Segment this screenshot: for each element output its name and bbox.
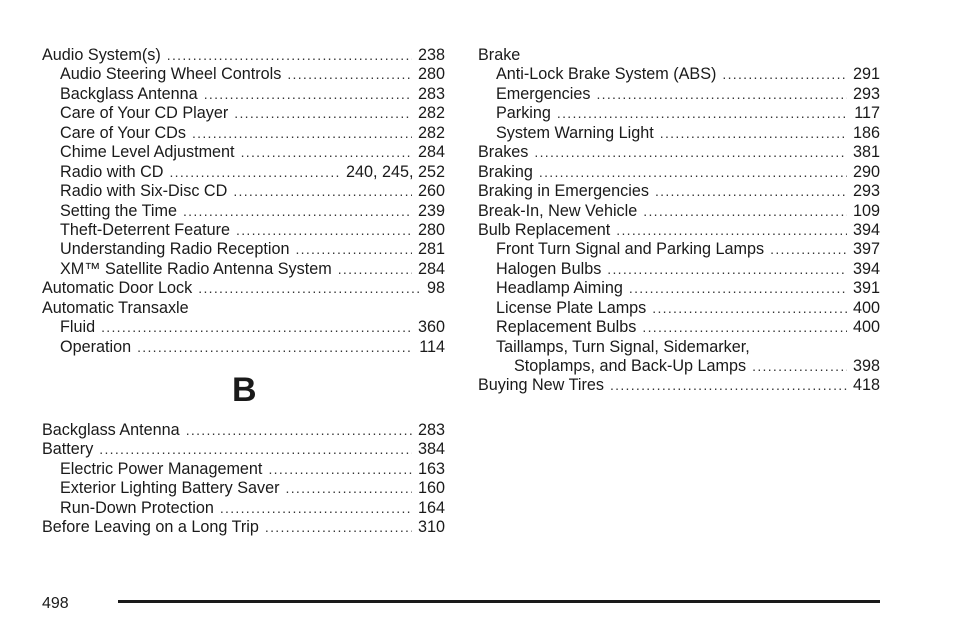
index-page-ref: 280 bbox=[417, 65, 445, 84]
index-entry bbox=[42, 279, 445, 298]
index-list-b bbox=[42, 421, 445, 538]
index-page-ref: 238 bbox=[417, 46, 445, 64]
index-page-ref: 391 bbox=[852, 279, 880, 298]
dot-leader bbox=[234, 104, 412, 123]
index-page-ref: 284 bbox=[417, 259, 445, 278]
index-entry bbox=[478, 357, 880, 376]
index-term: Backglass Antenna bbox=[60, 84, 198, 103]
index-term: Operation bbox=[60, 337, 132, 356]
dot-leader bbox=[236, 221, 412, 240]
index-entry bbox=[478, 260, 880, 279]
index-page-ref: 310 bbox=[417, 518, 445, 537]
dot-leader bbox=[629, 279, 847, 298]
index-term: Anti-Lock Brake System (ABS) bbox=[496, 65, 717, 84]
dot-leader bbox=[295, 240, 412, 259]
index-term: Braking bbox=[478, 162, 533, 181]
index-page-ref: 117 bbox=[854, 104, 880, 123]
index-page-ref: 384 bbox=[417, 440, 445, 459]
dot-leader bbox=[338, 260, 412, 279]
dot-leader bbox=[643, 202, 847, 221]
dot-leader bbox=[610, 376, 847, 395]
index-page-ref: 400 bbox=[852, 318, 880, 337]
index-page-ref: 186 bbox=[852, 123, 880, 142]
index-entry bbox=[478, 143, 880, 162]
index-entry bbox=[42, 221, 445, 240]
dot-leader bbox=[137, 338, 413, 357]
index-term: Braking in Emergencies bbox=[478, 182, 649, 201]
index-term: Understanding Radio Reception bbox=[60, 240, 290, 259]
index-page-ref: 109 bbox=[852, 201, 880, 220]
index-term: Headlamp Aiming bbox=[496, 279, 623, 298]
dot-leader bbox=[722, 65, 847, 84]
index-entry bbox=[478, 202, 880, 221]
index-entry bbox=[42, 479, 445, 498]
index-term: Taillamps, Turn Signal, Sidemarker, bbox=[496, 337, 750, 356]
index-entry bbox=[42, 260, 445, 279]
index-page-ref: 283 bbox=[417, 84, 445, 103]
dot-leader bbox=[183, 202, 412, 221]
index-term: Chime Level Adjustment bbox=[60, 143, 235, 162]
dot-leader bbox=[596, 85, 847, 104]
index-page-ref: 281 bbox=[417, 240, 445, 259]
index-term: Care of Your CD Player bbox=[60, 104, 229, 123]
index-term: Backglass Antenna bbox=[42, 421, 180, 439]
index-entry bbox=[478, 279, 880, 298]
index-list-brake bbox=[478, 46, 880, 396]
index-term: Brakes bbox=[478, 143, 529, 162]
index-entry bbox=[478, 376, 880, 395]
index-entry bbox=[42, 518, 445, 537]
dot-leader bbox=[220, 499, 412, 518]
index-term: Radio with CD bbox=[60, 162, 164, 181]
index-entry bbox=[42, 202, 445, 221]
right-index-column bbox=[478, 46, 880, 396]
index-entry bbox=[42, 499, 445, 518]
index-term: Setting the Time bbox=[60, 201, 177, 220]
index-term: Battery bbox=[42, 440, 94, 459]
index-page-ref: 260 bbox=[417, 182, 445, 201]
index-entry bbox=[478, 338, 880, 357]
index-term: Electric Power Management bbox=[60, 459, 263, 478]
index-entry bbox=[478, 104, 880, 123]
index-page-ref: 397 bbox=[852, 240, 880, 259]
index-entry bbox=[478, 46, 880, 65]
index-entry bbox=[42, 124, 445, 143]
index-term: Break-In, New Vehicle bbox=[478, 201, 638, 220]
index-page-ref: 360 bbox=[417, 318, 445, 337]
index-term: License Plate Lamps bbox=[496, 298, 647, 317]
dot-leader bbox=[198, 279, 421, 298]
dot-leader bbox=[752, 357, 847, 376]
index-page-ref: 160 bbox=[417, 479, 445, 498]
index-page-ref: 293 bbox=[852, 84, 880, 103]
dot-leader bbox=[241, 143, 412, 162]
index-list-a bbox=[42, 46, 445, 357]
index-term: Bulb Replacement bbox=[478, 220, 611, 239]
dot-leader bbox=[99, 440, 412, 459]
index-page-ref: 398 bbox=[852, 357, 880, 375]
dot-leader bbox=[652, 299, 847, 318]
index-entry bbox=[478, 124, 880, 143]
dot-leader bbox=[642, 318, 847, 337]
dot-leader bbox=[186, 421, 412, 440]
index-page-ref: 400 bbox=[852, 298, 880, 317]
index-page-ref: 283 bbox=[417, 421, 445, 439]
index-page-ref: 394 bbox=[852, 259, 880, 278]
index-page-ref: 114 bbox=[419, 337, 445, 356]
index-term: Brake bbox=[478, 46, 521, 64]
index-term: Stoplamps, and Back-Up Lamps bbox=[514, 357, 747, 375]
index-term: Automatic Door Lock bbox=[42, 279, 193, 298]
dot-leader bbox=[607, 260, 847, 279]
index-term: Theft-Deterrent Feature bbox=[60, 220, 231, 239]
index-term: Buying New Tires bbox=[478, 376, 604, 395]
dot-leader bbox=[233, 182, 412, 201]
index-entry bbox=[42, 421, 445, 440]
index-entry bbox=[478, 240, 880, 259]
index-entry bbox=[42, 65, 445, 84]
index-term: Before Leaving on a Long Trip bbox=[42, 518, 259, 537]
index-entry bbox=[42, 299, 445, 318]
index-page-ref: 418 bbox=[852, 376, 880, 395]
index-entry bbox=[42, 163, 445, 182]
index-page-ref: 164 bbox=[417, 498, 445, 517]
index-page-ref: 163 bbox=[417, 459, 445, 478]
index-entry bbox=[478, 299, 880, 318]
index-term: Radio with Six-Disc CD bbox=[60, 182, 228, 201]
index-entry bbox=[478, 318, 880, 337]
index-term: System Warning Light bbox=[496, 123, 654, 142]
index-page-ref: 240, 245, 252 bbox=[345, 162, 445, 181]
index-entry bbox=[42, 182, 445, 201]
index-entry bbox=[478, 85, 880, 104]
dot-leader bbox=[101, 318, 412, 337]
index-term: Exterior Lighting Battery Saver bbox=[60, 479, 280, 498]
dot-leader bbox=[557, 104, 848, 123]
index-term: Run-Down Protection bbox=[60, 498, 214, 517]
index-entry bbox=[478, 65, 880, 84]
index-entry bbox=[42, 46, 445, 65]
index-entry bbox=[42, 85, 445, 104]
index-page-ref: 394 bbox=[852, 220, 880, 239]
dot-leader bbox=[169, 163, 340, 182]
index-term: Automatic Transaxle bbox=[42, 298, 189, 317]
dot-leader bbox=[286, 479, 412, 498]
dot-leader bbox=[534, 143, 847, 162]
index-entry bbox=[478, 182, 880, 201]
dot-leader bbox=[287, 65, 412, 84]
left-index-column bbox=[42, 46, 445, 538]
index-term: Emergencies bbox=[496, 84, 591, 103]
index-entry bbox=[42, 338, 445, 357]
section-letter-b: B bbox=[232, 371, 257, 409]
index-entry bbox=[42, 240, 445, 259]
index-entry bbox=[42, 104, 445, 123]
page-number: 498 bbox=[42, 595, 69, 612]
index-term: Fluid bbox=[60, 318, 96, 337]
index-page-ref: 381 bbox=[852, 143, 880, 162]
index-entry bbox=[42, 143, 445, 162]
footer-rule bbox=[118, 600, 880, 603]
dot-leader bbox=[204, 85, 412, 104]
index-page-ref: 98 bbox=[426, 279, 445, 298]
index-term: Audio Steering Wheel Controls bbox=[60, 65, 282, 84]
dot-leader bbox=[616, 221, 847, 240]
index-page-ref: 284 bbox=[417, 143, 445, 162]
index-page-ref: 280 bbox=[417, 220, 445, 239]
index-page-ref: 293 bbox=[852, 182, 880, 201]
dot-leader bbox=[192, 124, 412, 143]
dot-leader bbox=[265, 518, 412, 537]
dot-leader bbox=[770, 240, 847, 259]
dot-leader bbox=[655, 182, 847, 201]
index-term: Audio System(s) bbox=[42, 46, 161, 64]
index-entry bbox=[42, 460, 445, 479]
index-term: Halogen Bulbs bbox=[496, 259, 602, 278]
dot-leader bbox=[167, 46, 412, 65]
index-page-ref: 239 bbox=[417, 201, 445, 220]
dot-leader bbox=[268, 460, 412, 479]
index-term: Parking bbox=[496, 104, 551, 123]
index-term: XM™ Satellite Radio Antenna System bbox=[60, 259, 332, 278]
index-entry bbox=[42, 318, 445, 337]
index-page-ref: 282 bbox=[417, 104, 445, 123]
index-term: Front Turn Signal and Parking Lamps bbox=[496, 240, 765, 259]
index-page-ref: 290 bbox=[852, 162, 880, 181]
dot-leader bbox=[660, 124, 847, 143]
index-page-ref: 291 bbox=[852, 65, 880, 84]
index-entry bbox=[42, 440, 445, 459]
index-entry bbox=[478, 221, 880, 240]
index-term: Care of Your CDs bbox=[60, 123, 186, 142]
index-term: Replacement Bulbs bbox=[496, 318, 637, 337]
dot-leader bbox=[539, 163, 847, 182]
index-entry bbox=[478, 163, 880, 182]
index-page-ref: 282 bbox=[417, 123, 445, 142]
